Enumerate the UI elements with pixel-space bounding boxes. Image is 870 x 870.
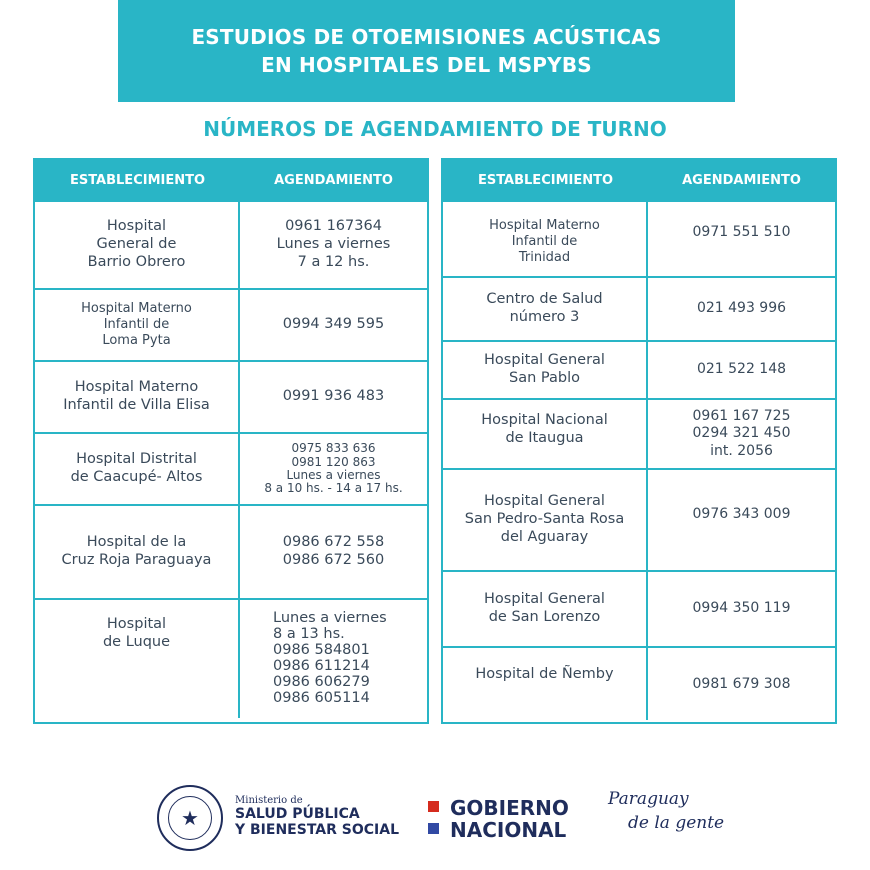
scheduling-cell	[648, 400, 835, 468]
government-word-1: GOBIERNO	[450, 796, 569, 820]
establishment-line: Hospital de Ñemby	[475, 666, 614, 682]
table-row	[35, 504, 427, 598]
blue-square-icon	[428, 823, 439, 834]
scheduling-cell	[240, 362, 427, 432]
contact-line: 0994 350 119	[692, 600, 791, 617]
brand-line-1: Paraguay	[608, 789, 689, 809]
establishment-line: Cruz Roja Paraguaya	[61, 552, 212, 568]
contact-line: 021 493 996	[696, 300, 787, 317]
establishment-line: del Aguaray	[500, 528, 589, 545]
establishment-line: Hospital General	[484, 493, 605, 510]
establishment-cell	[35, 290, 240, 360]
table-row	[35, 432, 427, 504]
scheduling-cell	[240, 506, 427, 598]
national-seal-logo	[157, 785, 223, 851]
establishment-cell	[35, 506, 240, 598]
scheduling-cell	[648, 202, 835, 276]
contact-line: Lunes a viernes	[273, 610, 387, 627]
establishment-cell	[443, 342, 648, 398]
establishment-line: Hospital Materno	[489, 218, 600, 233]
establishment-cell	[443, 400, 648, 468]
subtitle: NÚMEROS DE AGENDAMIENTO DE TURNO	[203, 117, 667, 141]
establishment-line: San Pablo	[509, 370, 580, 386]
contact-line: 8 a 10 hs. - 14 a 17 hs.	[264, 481, 403, 496]
establishment-cell	[443, 470, 648, 570]
contact-line: 0986 672 558	[282, 534, 385, 551]
establishment-line: Hospital Nacional	[481, 412, 608, 428]
establishment-line: de Itaugua	[505, 429, 584, 446]
title-line-2: EN HOSPITALES DEL MSPYBS	[261, 53, 592, 77]
table-row	[443, 200, 835, 276]
establishment-line: Barrio Obrero	[87, 253, 186, 270]
table-row	[443, 340, 835, 398]
contact-line: 0981 679 308	[692, 676, 791, 692]
table-row	[35, 360, 427, 432]
title-banner	[118, 0, 735, 102]
scheduling-cell	[648, 278, 835, 340]
contact-line: 021 522 148	[696, 361, 787, 378]
establishment-cell	[35, 362, 240, 432]
scheduling-cell	[240, 202, 427, 288]
establishment-line: Hospital Materno	[81, 301, 192, 317]
column-header-scheduling: AGENDAMIENTO	[682, 172, 801, 188]
table-row	[443, 646, 835, 720]
right-table	[441, 158, 837, 724]
scheduling-cell	[240, 434, 427, 504]
scheduling-cell	[240, 290, 427, 360]
table-row	[35, 200, 427, 288]
contact-line: 0986 611214	[273, 658, 370, 674]
star-icon: ★	[168, 796, 212, 840]
contact-line: 0986 606279	[273, 673, 370, 690]
column-header-scheduling: AGENDAMIENTO	[274, 172, 393, 188]
brand-line-2: de la gente	[628, 813, 725, 833]
establishment-line: Hospital de la	[86, 534, 187, 551]
establishment-cell	[443, 202, 648, 276]
contact-line: int. 2056	[710, 442, 773, 459]
establishment-cell	[35, 202, 240, 288]
column-header-establishment: ESTABLECIMIENTO	[477, 172, 614, 188]
ministry-name-line-2: Y BIENESTAR SOCIAL	[235, 822, 399, 838]
establishment-line: Loma Pyta	[102, 332, 171, 348]
red-square-icon	[428, 801, 439, 812]
column-header-establishment: ESTABLECIMIENTO	[69, 172, 206, 188]
ministry-name-line-1: SALUD PÚBLICA	[235, 806, 360, 822]
contact-line: 7 a 12 hs.	[297, 253, 370, 270]
table-row	[443, 468, 835, 570]
title-line-1: ESTUDIOS DE OTOEMISIONES ACÚSTICAS	[191, 25, 662, 49]
footer	[0, 775, 870, 865]
establishment-cell	[443, 648, 648, 720]
establishment-line: número 3	[509, 309, 580, 325]
contact-line: 0961 167364	[285, 218, 382, 235]
establishment-cell	[443, 572, 648, 646]
scheduling-cell	[648, 572, 835, 646]
left-table	[33, 158, 429, 724]
contact-line: 0976 343 009	[692, 506, 791, 522]
contact-line: 0986 672 560	[282, 552, 385, 568]
contact-line: 0971 551 510	[692, 224, 791, 240]
establishment-line: Hospital	[106, 218, 167, 235]
establishment-line: Hospital Distrital	[76, 451, 197, 468]
scheduling-cell	[648, 470, 835, 570]
establishment-line: Hospital	[106, 616, 167, 632]
establishment-line: Infantil de	[511, 233, 578, 249]
contact-line: 0961 167 725	[692, 408, 791, 425]
establishment-line: Infantil de Villa Elisa	[63, 397, 210, 413]
establishment-line: Hospital Materno	[74, 379, 199, 396]
establishment-line: de Caacupé- Altos	[70, 469, 203, 485]
contact-line: 0975 833 636	[291, 441, 376, 456]
establishment-line: Infantil de	[103, 317, 170, 333]
scheduling-cell	[648, 342, 835, 398]
contact-line: 8 a 13 hs.	[273, 626, 345, 643]
contact-line: 0994 349 595	[282, 316, 385, 333]
contact-line: Lunes a viernes	[276, 236, 391, 253]
table-row	[35, 598, 427, 718]
table-row	[443, 398, 835, 468]
establishment-cell	[443, 278, 648, 340]
scheduling-cell	[648, 648, 835, 720]
establishment-line: Hospital General	[484, 591, 605, 608]
contact-line: 0991 936 483	[282, 388, 385, 405]
ministry-small-label: Ministerio de	[235, 795, 303, 806]
establishment-line: Centro de Salud	[486, 291, 603, 308]
paraguay-brand-logo	[608, 787, 724, 835]
table-header	[35, 160, 427, 200]
establishment-line: San Pedro-Santa Rosa	[464, 511, 625, 528]
establishment-cell	[35, 434, 240, 504]
ministry-logo	[235, 795, 399, 838]
establishment-line: de San Lorenzo	[488, 609, 601, 625]
contact-line: 0981 120 863	[291, 454, 376, 469]
establishment-line: de Luque	[102, 633, 171, 650]
government-word-2: NACIONAL	[450, 818, 567, 842]
contact-line: 0294 321 450	[692, 425, 791, 442]
table-header	[443, 160, 835, 200]
establishment-line: Hospital General	[484, 352, 605, 369]
table-row	[443, 570, 835, 646]
scheduling-cell	[240, 600, 427, 718]
establishment-cell	[35, 600, 240, 718]
table-row	[443, 276, 835, 340]
contact-line: 0986 584801	[273, 642, 370, 659]
contact-line: Lunes a viernes	[286, 468, 381, 482]
table-row	[35, 288, 427, 360]
establishment-line: General de	[96, 236, 177, 253]
establishment-line: Trinidad	[518, 249, 571, 265]
contact-line: 0986 605114	[273, 689, 370, 706]
